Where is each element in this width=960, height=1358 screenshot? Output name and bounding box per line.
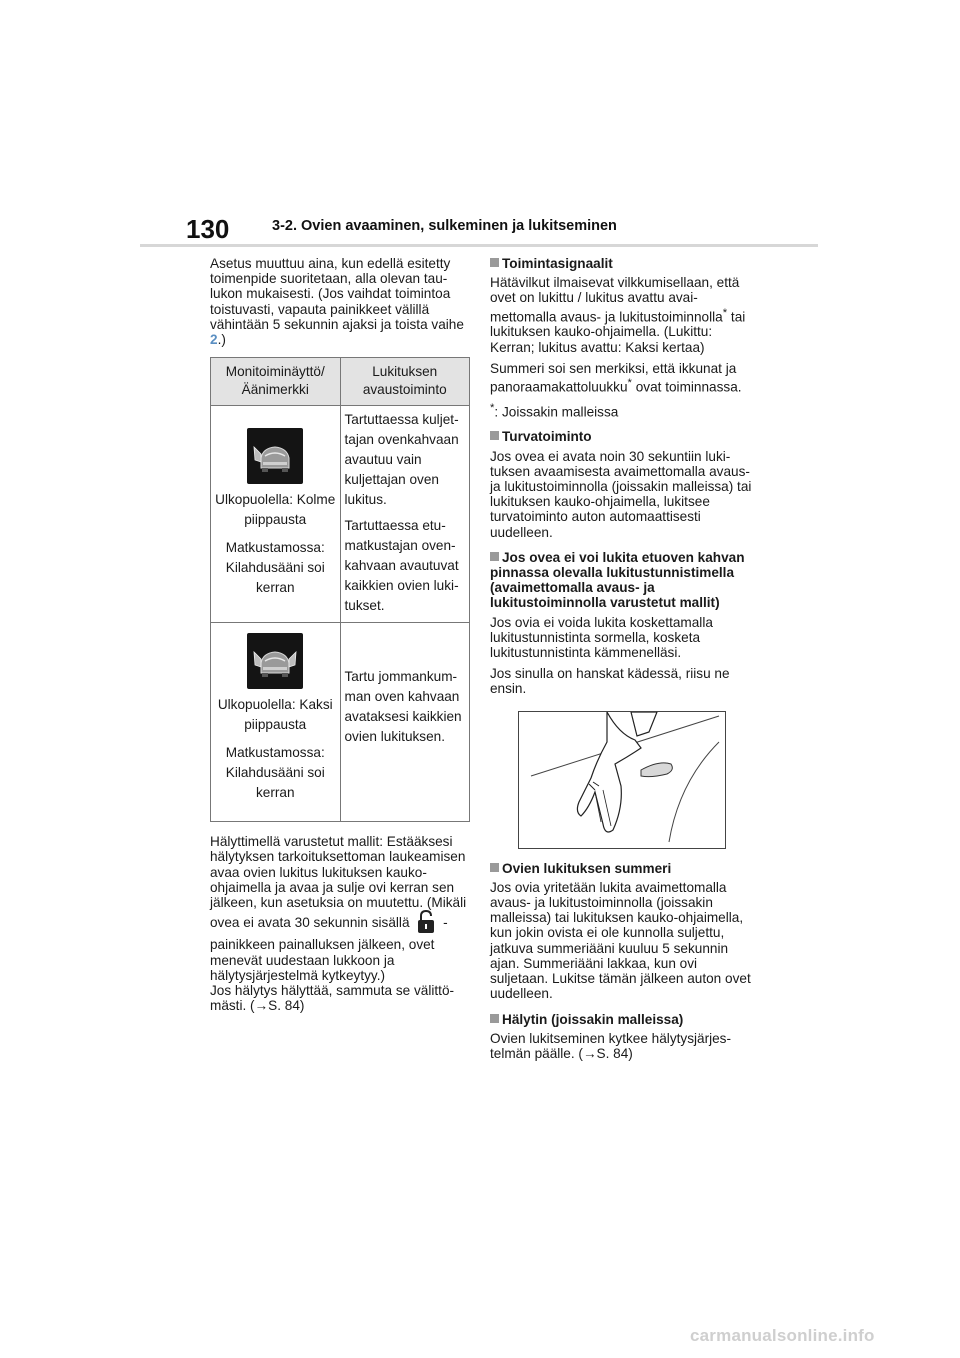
display-inside-text: Matkustamossa: Kilahdusääni soi kerran (225, 745, 325, 801)
section-heading: Ovien lukituksen summeri (490, 861, 756, 876)
section-heading: Toimintasignaalit (490, 256, 756, 271)
alarm-paragraph (210, 834, 472, 1013)
square-bullet-icon (490, 863, 499, 872)
section-heading: Hälytin (joissakin malleissa) (490, 1012, 756, 1027)
action-cell (340, 406, 470, 623)
intro-paragraph (210, 256, 472, 347)
header-rule (140, 244, 818, 247)
car-driver-door-open-icon (247, 428, 303, 484)
table-row (211, 623, 470, 822)
paragraph: Jos sinulla on hanskat kädessä, riisu ne ensin. (490, 666, 730, 697)
car-all-doors-open-icon (247, 633, 303, 689)
table-header-row (211, 358, 470, 406)
section-heading: Jos ovea ei voi lukita etuoven kahvan pinnassa olevalla lukitustunnistimella (avaimettomalla avaus- ja lukitustoiminnolla varustetut mallit) (490, 549, 745, 611)
section-title: 3-2. Ovien avaaminen, sulkeminen ja lukitseminen (272, 218, 617, 234)
alarm-warning-text: Jos hälytys hälyttää, sammuta se välittömästi. (→S. 84) (210, 983, 455, 1014)
step-reference: 2 (210, 332, 218, 348)
square-bullet-icon (490, 552, 499, 561)
page-number: 130 (186, 214, 230, 244)
action-text: Tartuttaessa etumatkustajan ovenkahvaan avautuvat kaikkien ovien lukitukset. (344, 518, 459, 614)
alarm-text: -painikkeen painalluksen jälkeen, ovet menevät uudestaan lukkoon ja hälytysjärjestelmä kytkeytyy.) (210, 915, 448, 983)
square-bullet-icon (490, 1014, 499, 1023)
display-inside-text: Matkustamossa: Kilahdusääni soi kerran (225, 540, 325, 596)
paragraph: Summeri soi sen merkiksi, että ikkunat ja panoraamakattoluukku* ovat toiminnassa. (490, 360, 742, 395)
display-outside-text: Ulkopuolella: Kolme piippausta (215, 492, 336, 528)
table-header-display: Monitoiminäyttö/ Äänimerkki (211, 358, 341, 406)
watermark: carmanualsonline.info (690, 1326, 875, 1345)
display-cell (211, 406, 341, 623)
action-text: Tartuttaessa kuljettajan ovenkahvaan avautuu vain kuljettajan oven lukitus. (344, 412, 459, 508)
footnote: *: Joissakin malleissa (490, 401, 619, 420)
display-outside-text: Ulkopuolella: Kaksi piippausta (217, 697, 333, 733)
intro-text-end: .) (217, 332, 226, 348)
footnote-marker: * (722, 306, 728, 319)
action-text: Tartu jommankumman oven kahvaan avataksesi kaikkien ovien lukituksen. (344, 669, 462, 745)
paragraph: Ovien lukitseminen kytkee hälytysjärjestelmän päälle. (→S. 84) (490, 1030, 732, 1061)
table-row (211, 406, 470, 623)
paragraph: Jos ovia ei voida lukita koskettamalla lukitustunnistinta sormella, kosketa lukitustunnistinta kämmenelläsi. (490, 614, 713, 661)
unlock-icon (416, 910, 436, 937)
right-column (490, 256, 756, 1067)
paragraph: Jos ovia yritetään lukita avaimettomalla avaus- ja lukitustoiminnolla (joissakin malleissa) tai lukituksen kauko-ohjaimella, kun jokin ovista ei ole kunnolla suljettu, jatkuva summeriääni kuuluu 5 sekunnin ajan. Summeriääni lakkaa, kun ovi suljetaan. Lukitse tämän jälkeen auton ovet uudelleen. (490, 879, 751, 1002)
alarm-text: Hälyttimellä varustetut mallit: Estääksesi hälytyksen tarkoituksettoman laukeamisen avaa ovien lukitus lukituksen kauko-ohjaimella ja avaa ja sulje ovi kerran sen jälkeen, kun asetuksia on muutettu. (Mikäli ovea ei avata 30 sekunnin sisällä (210, 834, 467, 931)
square-bullet-icon (490, 258, 499, 267)
hand-on-door-handle-illustration (518, 711, 726, 849)
unlock-settings-table (210, 357, 470, 822)
display-cell (211, 623, 341, 822)
square-bullet-icon (490, 431, 499, 440)
left-column (210, 256, 472, 1019)
table-header-action: Lukituksen avaustoiminto (340, 358, 470, 406)
footnote-marker: * (627, 376, 632, 389)
intro-text: Asetus muuttuu aina, kun edellä esitetty toimenpide suoritetaan, alla olevan taulukon mukaisesti. (Jos vaihdat toimintoa toistuvasti, vapauta painikkeet välillä vähintään 5 sekunnin ajaksi ja toista vaihe (210, 256, 464, 332)
action-cell (340, 623, 470, 822)
paragraph: Jos ovea ei avata noin 30 sekuntiin lukituksen avaamisesta avaimettomalla avaus- ja lukitustoiminnolla (joissakin malleissa) tai lukituksen kauko-ohjaimella, lukitsee turvatoiminto auton automaattisesti uudelleen. (490, 448, 752, 540)
paragraph: Hätävilkut ilmaisevat vilkkumisellaan, että ovet on lukittu / lukitus avattu avaimettomalla avaus- ja lukitustoiminnolla* tai lukituksen kauko-ohjaimella. (Lukittu: Kerran; lukitus avattu: Kaksi kertaa) (490, 275, 746, 355)
section-heading: Turvatoiminto (490, 429, 756, 444)
